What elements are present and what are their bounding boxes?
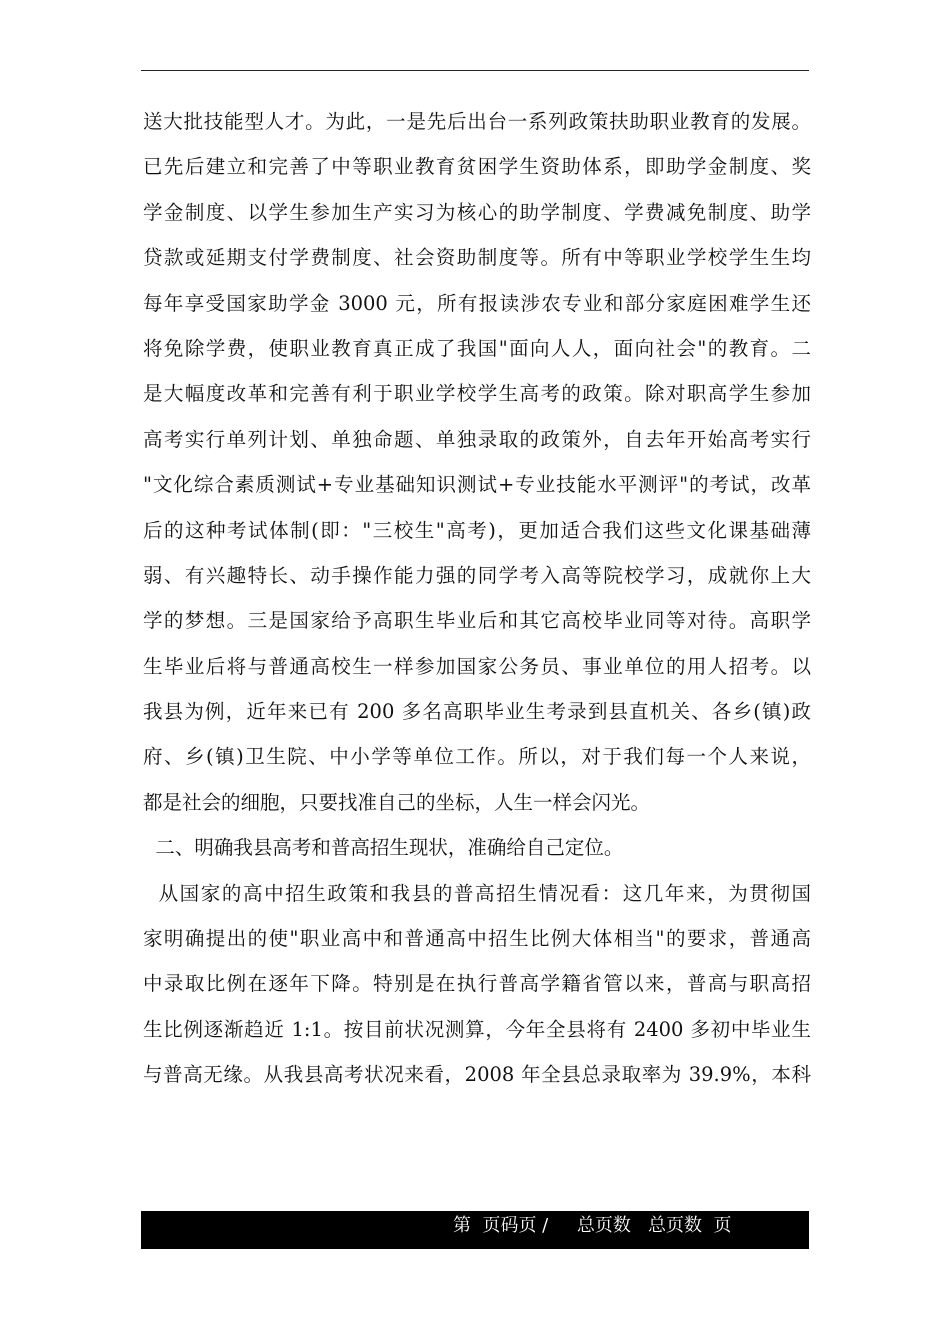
- body-line-7: 是大幅度改革和完善有利于职业学校学生高考的政策。除对职高学生参加: [143, 382, 811, 406]
- body-line-20: 中录取比例在逐年下降。特别是在执行普高学籍省管以来，普高与职高招: [143, 972, 811, 996]
- body-line-9: "文化综合素质测试+专业基础知识测试+专业技能水平测评"的考试，改革: [143, 473, 811, 497]
- body-line-8: 高考实行单列计划、单独命题、单独录取的政策外，自去年开始高考实行: [143, 427, 811, 451]
- body-line-10: 后的这种考试体制(即："三校生"高考)，更加适合我们这些文化课基础薄: [143, 518, 811, 542]
- page-footer: [141, 1211, 809, 1249]
- body-line-2: 已先后建立和完善了中等职业教育贫困学生资助体系，即助学金制度、奖: [143, 155, 811, 179]
- body-line-11: 弱、有兴趣特长、动手操作能力强的同学考入高等院校学习，成就你上大: [143, 563, 811, 587]
- body-line-1: 送大批技能型人才。为此，一是先后出台一系列政策扶助职业教育的发展。: [143, 110, 811, 133]
- body-line-18: 从国家的高中招生政策和我县的普高招生情况看：这几年来，为贯彻国: [143, 881, 811, 905]
- body-line-15: 府、乡(镇)卫生院、中小学等单位工作。所以，对于我们每一个人来说，: [143, 745, 811, 769]
- body-line-5: 每年享受国家助学金 3000 元，所有报读涉农专业和部分家庭困难学生还: [143, 291, 811, 315]
- body-line-22: 与普高无缘。从我县高考状况来看，2008 年全县总录取率为 39.9%，本科: [143, 1063, 811, 1087]
- section-heading: 二、明确我县高考和普高招生现状，准确给自己定位。: [143, 836, 624, 860]
- body-line-6: 将免除学费，使职业教育真正成了我国"面向人人，面向社会"的教育。二: [143, 336, 811, 360]
- body-line-21: 生比例逐渐趋近 1:1。按目前状况测算，今年全县将有 2400 多初中毕业生: [143, 1017, 811, 1041]
- body-line-4: 贷款或延期支付学费制度、社会资助制度等。所有中等职业学校学生生均: [143, 246, 811, 270]
- document-body: [143, 99, 811, 1098]
- body-line-3: 学金制度、以学生参加生产实习为核心的助学制度、学费减免制度、助学: [143, 200, 811, 224]
- body-line-14: 我县为例，近年来已有 200 多名高职毕业生考录到县直机关、各乡(镇)政: [143, 700, 811, 724]
- body-line-16: 都是社会的细胞，只要找准自己的坐标，人生一样会闪光。: [143, 790, 651, 814]
- header-rule: [141, 70, 809, 71]
- body-line-19: 家明确提出的使"职业高中和普通高中招生比例大体相当"的要求，普通高: [143, 927, 811, 951]
- body-line-12: 学的梦想。三是国家给予高职生毕业后和其它高校毕业同等对待。高职学: [143, 609, 811, 633]
- body-line-13: 生毕业后将与普通高校生一样参加国家公务员、事业单位的用人招考。以: [143, 654, 811, 678]
- page-number-text: 第 页码页 / 总页数 总页数 页: [453, 1215, 732, 1236]
